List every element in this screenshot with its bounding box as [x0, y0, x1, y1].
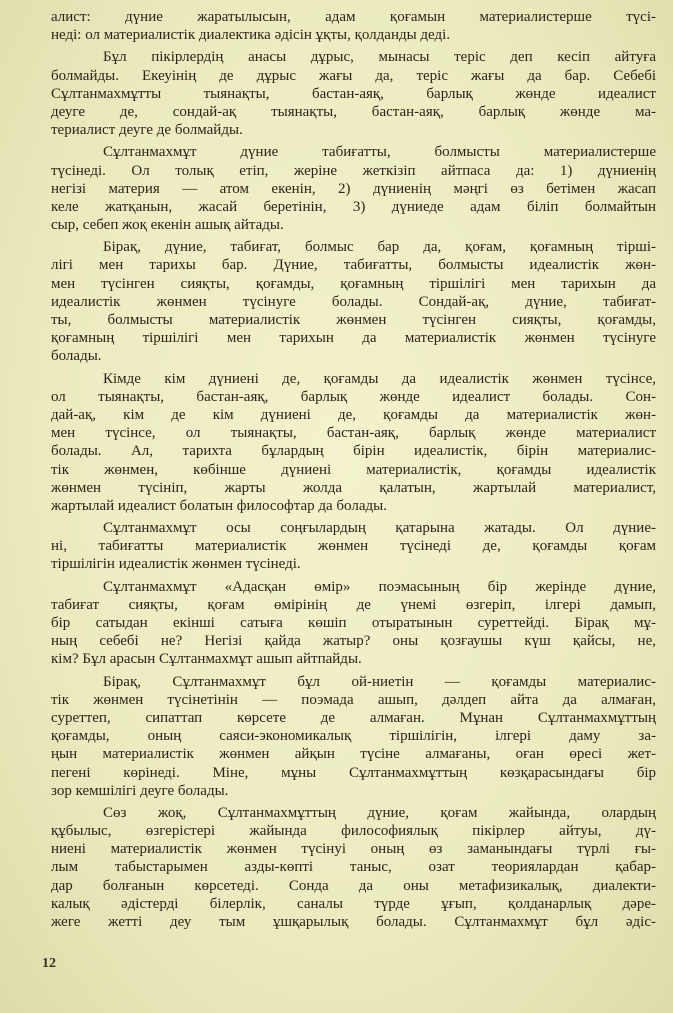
text-line: болады. Ал, тарихта бұлардың бірін идеалистік, бірін материалис-	[51, 443, 656, 460]
paragraph	[51, 673, 656, 800]
text-line: идеалистік жөнмен түсінуге болады. Сондай-ақ, дүние, табиғат-	[51, 293, 656, 310]
text-line: қоғамды, оның саяси-экономикалық тіршілігін, ілгері даму за-	[51, 728, 656, 745]
text-line: мен түсінсе, ол тыянақты, бастан-аяқ, барлық жөнде материалист	[51, 425, 656, 442]
text-line: жартылай идеалист болатын философтар да болады.	[51, 497, 387, 514]
paragraph	[51, 238, 656, 365]
text-line: құбылыс, өзгерістері жайында философиялық пікірлер айтуы, дү-	[51, 823, 656, 840]
text-line: ның себебі не? Негізі қайда жатыр? оны қозғаушы күш қайсы, не,	[51, 633, 656, 650]
paragraph	[51, 8, 656, 44]
text-line: Сұлтанмахмұт осы соңғылардың қатарына жатады. Ол дүние-	[103, 520, 656, 537]
text-line: пегені көрінеді. Міне, мұны Сұлтанмахмұттың көзқарасындағы бір	[51, 764, 656, 781]
text-line: зор кемшілігі деуге болады.	[51, 782, 229, 799]
paragraph	[51, 578, 656, 669]
text-line: кім? Бұл арасын Сұлтанмахмұт ашып айтпайды.	[51, 651, 362, 668]
text-line: Сұлтанмахмұтты тыянақты, бастан-аяқ, барлық жөнде идеалист	[51, 85, 656, 102]
text-line: Бірақ, дүние, табиғат, болмыс бар да, қоғам, қоғамның тірші-	[103, 239, 656, 256]
text-line: суреттеп, сипаттап көрсете де алмаған. Мұнан Сұлтанмахмұттың	[51, 709, 656, 726]
text-line: дар болғанын көрсетеді. Сонда да оны метафизикалық, диалекти-	[51, 877, 656, 894]
text-line: дай-ақ, кім де кім дүниені де, қоғамды да материалистік жөн-	[51, 406, 656, 423]
text-line: жөнмен түсініп, жарты жолда қалатын, жартылай материалист,	[51, 479, 656, 496]
text-line: Бұл пікірлердің анасы дұрыс, мынасы теріс деп кесіп айтуға	[103, 49, 656, 66]
text-line: Бірақ, Сұлтанмахмұт бұл ой-ниетін — қоғамды материалис-	[103, 673, 656, 690]
text-line: Кімде кім дүниені де, қоғамды да идеалистік жөнмен түсінсе,	[103, 370, 656, 387]
text-line: ол тыянақты, бастан-аяқ, барлық жөнде идеалист болады. Сон-	[51, 388, 656, 405]
text-line: Сұлтанмахмұт дүние табиғатты, болмысты материалистерше	[103, 144, 656, 161]
text-line: ниені материалистік жөнмен түсінуі оның өз заманындағы түрлі ғы-	[51, 841, 656, 858]
paragraph	[51, 370, 656, 516]
text-line: сыр, себеп жоқ екенін ашық айтады.	[51, 217, 284, 234]
text-line: тік жөнмен түсінетінін — поэмада ашып, дәлдеп айта да алмаған,	[51, 691, 656, 708]
text-line: тіршілігін идеалистік жөнмен түсінеді.	[51, 556, 301, 573]
text-line: келе жатқанын, жасай беретінін, 3) дүниеде адам біліп болмайтын	[51, 198, 656, 215]
text-line: бір сатыдан екінші сатыға көшіп отыратынын суреттейді. Бірақ мұ-	[51, 615, 656, 631]
text-line: алист: дүние жаратылысын, адам қоғамын материалистерше түсі-	[51, 9, 656, 25]
paragraph	[51, 804, 656, 931]
text-line: мен түсінген сияқты, қоғамды, қоғамның тіршілігі мен тарихын да	[51, 275, 656, 292]
paragraph	[51, 519, 656, 574]
text-line: табиғат сияқты, қоғам өмірінің де үнемі өзгеріп, ілгері дамып,	[51, 596, 656, 613]
text-line: лігі мен тарихы бар. Дүние, табиғатты, болмысты идеалистік жөн-	[51, 257, 656, 274]
text-line: ні, табиғатты материалистік жөнмен түсінеді де, қоғамды қоғам	[51, 538, 656, 555]
text-line: тік жөнмен, көбінше дүниені материалистік, қоғамды идеалистік	[51, 461, 656, 478]
text-line: лым табыстарымен азды-көпті таныс, озат теориялардан қабар-	[51, 859, 656, 876]
text-line: болмайды. Екеуінің де дұрыс жағы да, теріс жағы да бар. Себебі	[51, 67, 656, 84]
text-line: ты, болмысты материалистік жөнмен түсінген сияқты, қоғамды,	[51, 312, 656, 328]
text-line: неді: ол материалистік диалектика әдісін ұқты, қолданды деді.	[51, 27, 451, 44]
text-line: болады.	[51, 348, 102, 365]
text-line: жеге жетті деу тым ұшқарылық болады. Сұлтанмахмұт бұл әдіс-	[51, 914, 656, 930]
paragraph	[51, 143, 656, 234]
text-line: негізі материя — атом екенін, 2) дүниенің мәңгі өз бетімен жасап	[51, 180, 656, 197]
paragraph	[51, 48, 656, 139]
text-line: Сұлтанмахмұт «Адасқан өмір» поэмасының бір жерінде дүние,	[103, 578, 656, 595]
text-line: Сөз жоқ, Сұлтанмахмұттың дүние, қоғам жайында, олардың	[103, 804, 656, 821]
text-line: түсінеді. Ол толық етіп, жеріне жеткізіп айтпаса да: 1) дүниенің	[51, 162, 656, 179]
text-line: калық әдістерді білерлік, саналы түрде ұғып, қолданарлық дәре-	[51, 895, 656, 912]
text-line: деуге де, сондай-ақ тыянақты, бастан-аяқ, барлық жөнде ма-	[51, 103, 656, 120]
page-number: 12	[42, 956, 56, 971]
page-body-text	[51, 8, 656, 931]
text-line: териалист деуге де болмайды.	[51, 122, 243, 139]
text-line: ңын материалистік жөнмен айқын түсіне алмағаны, оған өресі жет-	[51, 746, 656, 763]
text-line: қоғамның тіршілігі мен тарихын да материалистік жөнмен түсінуге	[51, 330, 656, 347]
